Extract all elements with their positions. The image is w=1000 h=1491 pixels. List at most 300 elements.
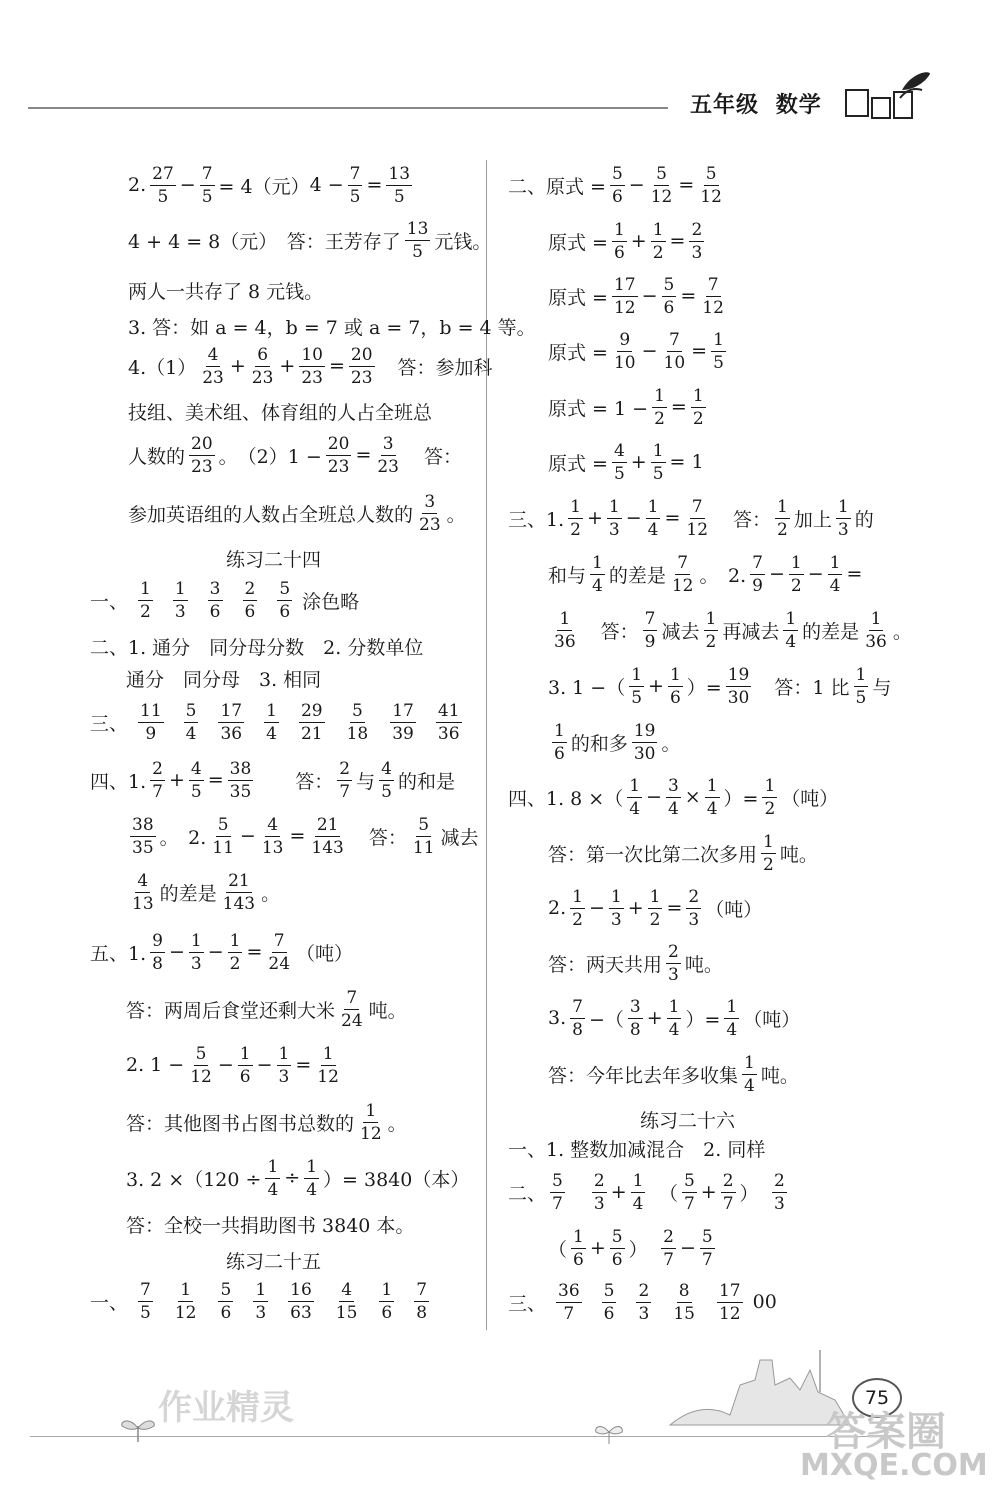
fraction-denominator: 6 <box>613 242 625 263</box>
text-token: ）= 3840（本） <box>323 1168 470 1191</box>
fraction <box>651 220 666 263</box>
fraction-denominator: 2 <box>790 575 802 596</box>
fraction-denominator: 2 <box>764 798 776 819</box>
right-line-7 <box>508 490 874 546</box>
fraction-denominator: 4 <box>267 1179 279 1200</box>
fraction <box>379 759 394 802</box>
fraction-numerator: 1 <box>829 552 841 573</box>
fraction-denominator: 9 <box>752 575 763 596</box>
fraction-numerator: 5 <box>701 1226 713 1247</box>
left-line-7 <box>128 427 462 483</box>
text-token: 原式 = 1 − <box>548 397 649 420</box>
text-token: = <box>295 1054 312 1076</box>
fraction <box>828 553 843 596</box>
fraction <box>299 701 325 744</box>
fraction <box>682 1171 697 1214</box>
fraction-numerator: 7 <box>572 996 583 1017</box>
text-token: − <box>679 1237 696 1259</box>
fraction <box>253 1280 268 1323</box>
ex24-line-4c <box>126 864 280 920</box>
left-line-2 <box>128 212 491 268</box>
fraction <box>717 1281 743 1324</box>
fraction <box>414 1280 429 1323</box>
fraction <box>646 497 661 540</box>
fraction <box>358 1101 384 1144</box>
fraction-numerator: 4 <box>381 758 392 779</box>
text-token: = <box>678 174 695 196</box>
text-token: = <box>846 563 863 585</box>
fraction-numerator: 3 <box>629 996 641 1017</box>
fraction-denominator: 3 <box>668 964 679 985</box>
fraction-numerator: 21 <box>228 870 250 891</box>
text-token: − <box>807 563 824 585</box>
fraction-numerator: 1 <box>744 1052 755 1073</box>
fraction <box>726 665 752 708</box>
fraction <box>609 887 624 930</box>
fraction-numerator: 16 <box>290 1279 312 1300</box>
fraction-denominator: 3 <box>610 909 622 930</box>
right-line-4 <box>548 323 730 379</box>
text-token: （吨） <box>705 898 763 921</box>
fraction <box>666 942 681 985</box>
fraction <box>417 492 443 535</box>
fraction-numerator: 7 <box>201 163 213 184</box>
text-token: 吨。 <box>760 1064 799 1087</box>
fraction-numerator: 1 <box>668 996 680 1017</box>
fraction-denominator: 5 <box>201 186 213 207</box>
fraction <box>700 275 726 318</box>
fraction <box>315 1044 341 1087</box>
fraction-denominator: 4 <box>266 723 277 744</box>
fraction <box>649 164 675 207</box>
fraction-denominator: 12 <box>360 1123 382 1144</box>
fraction-numerator: 1 <box>572 886 583 907</box>
fraction <box>309 815 345 858</box>
fraction-numerator: 1 <box>573 1226 584 1247</box>
text-token: + <box>630 230 647 252</box>
fraction-numerator: 7 <box>644 608 656 629</box>
fraction <box>228 759 254 802</box>
fraction-numerator: 1 <box>726 996 738 1017</box>
fraction-denominator: 36 <box>437 723 460 744</box>
fraction-denominator: 6 <box>220 1302 232 1323</box>
fraction-numerator: 1 <box>669 664 681 685</box>
fraction-numerator: 6 <box>257 344 269 365</box>
fraction-numerator: 1 <box>365 1100 377 1121</box>
text-token: 3. 答：如 a = 4，b = 7 或 a = 7，b = 4 等。 <box>128 316 536 339</box>
text-token: 答：两周后食堂还剩大米 <box>126 999 336 1022</box>
fraction <box>436 701 462 744</box>
text-token: 的差是 <box>159 882 217 905</box>
text-token: 0 <box>764 1291 777 1313</box>
fraction <box>138 579 153 622</box>
text-token: 2. <box>128 174 147 196</box>
fraction-numerator: 11 <box>140 700 162 721</box>
fraction-denominator: 13 <box>261 837 284 858</box>
fraction <box>243 579 258 622</box>
fraction <box>221 871 257 914</box>
text-token: 吨。 <box>368 999 407 1022</box>
fraction-denominator: 24 <box>268 953 291 974</box>
fraction-denominator: 24 <box>341 1010 363 1031</box>
text-token: + <box>610 1181 627 1203</box>
right-line-10 <box>548 658 891 714</box>
fraction <box>724 997 739 1040</box>
text-token: 2. 1 − <box>126 1054 185 1076</box>
fraction <box>686 887 701 930</box>
fraction <box>570 997 585 1040</box>
text-token: 4.（1） <box>128 356 197 379</box>
fraction <box>345 701 371 744</box>
fraction-denominator: 3 <box>255 1302 267 1323</box>
fraction-denominator: 4 <box>629 798 641 819</box>
fraction-numerator: 7 <box>752 552 763 573</box>
right-line-5 <box>548 379 710 435</box>
fraction-numerator: 1 <box>763 831 774 852</box>
fraction-numerator: 1 <box>764 775 776 796</box>
fraction <box>208 579 223 622</box>
fraction <box>277 1044 292 1087</box>
fraction-denominator: 2 <box>140 601 151 622</box>
fraction-denominator: 3 <box>638 1303 650 1324</box>
fraction-denominator: 7 <box>683 1193 695 1214</box>
text-token: （吨） <box>296 942 354 965</box>
fraction-numerator: 1 <box>190 930 202 951</box>
fraction <box>571 1227 586 1270</box>
text-token: = <box>207 769 224 791</box>
ex24-line-5b <box>126 981 407 1037</box>
right-line-11 <box>548 714 681 770</box>
fraction-numerator: 36 <box>558 1280 580 1301</box>
fraction <box>612 441 627 484</box>
text-token: − <box>641 285 658 307</box>
ex25-line-1 <box>90 1273 439 1329</box>
text-token: 五、1. <box>90 942 147 965</box>
fraction-denominator: 30 <box>727 687 750 708</box>
fraction <box>130 871 156 914</box>
fraction-numerator: 4 <box>341 1279 353 1300</box>
fraction <box>568 497 583 540</box>
text-token: − <box>646 786 662 808</box>
fraction-numerator: 1 <box>322 1043 334 1064</box>
fraction-numerator: 1 <box>777 496 788 517</box>
fraction-numerator: 38 <box>229 758 252 779</box>
text-token: 的和是 <box>397 770 455 793</box>
text-token: 与 <box>872 676 892 699</box>
fraction-numerator: 7 <box>668 329 680 350</box>
text-token: = <box>669 230 686 252</box>
fraction <box>299 345 325 388</box>
fraction-numerator: 1 <box>652 219 664 240</box>
text-token: = 4（元） <box>218 175 310 198</box>
fraction <box>632 721 658 764</box>
fraction-denominator: 12 <box>718 1303 741 1324</box>
fraction-numerator: 5 <box>705 163 717 184</box>
fraction <box>304 1157 319 1200</box>
fraction-denominator: 30 <box>633 743 656 764</box>
fraction <box>379 1280 394 1323</box>
fraction-numerator: 5 <box>418 814 430 835</box>
fraction-numerator: 20 <box>327 433 350 454</box>
fraction-denominator: 3 <box>688 909 700 930</box>
fraction-numerator: 1 <box>239 1043 251 1064</box>
fraction-denominator: 18 <box>346 723 369 744</box>
right-line-2 <box>548 213 708 269</box>
text-token: 通分 同分母 3. 相同 <box>126 668 322 691</box>
fraction-numerator: 5 <box>279 578 291 599</box>
fraction-denominator: 4 <box>744 1075 755 1096</box>
text-token: = <box>680 285 697 307</box>
text-token: 两人一共存了 8 元钱。 <box>128 280 324 303</box>
fraction <box>411 815 437 858</box>
fraction-denominator: 23 <box>377 456 399 477</box>
fraction-denominator: 10 <box>663 352 686 373</box>
fraction <box>662 275 677 318</box>
fraction-numerator: 27 <box>152 163 174 184</box>
text-token: 。 2. <box>699 564 747 587</box>
fraction <box>277 579 292 622</box>
fraction <box>130 815 156 858</box>
fraction-denominator: 3 <box>190 953 202 974</box>
fraction <box>264 701 279 744</box>
text-token: 加上 <box>793 508 832 531</box>
text-token <box>569 1179 588 1206</box>
text-token: 三、1. <box>508 508 565 531</box>
header-subject: 数学 <box>775 93 822 118</box>
fraction-denominator: 5 <box>349 186 361 207</box>
fraction-denominator: 6 <box>603 1303 615 1324</box>
fraction-numerator: 1 <box>592 552 603 573</box>
fraction-numerator: 5 <box>552 1170 563 1191</box>
fraction-denominator: 9 <box>145 723 157 744</box>
header-rule <box>28 107 668 109</box>
text-token: 涂色略 <box>302 590 360 613</box>
text-token: 四、1. <box>90 770 147 793</box>
fraction-numerator: 1 <box>713 329 724 350</box>
fraction-denominator: 5 <box>713 352 724 373</box>
fraction-numerator: 3 <box>209 578 221 599</box>
watermark-2: 答案圈 <box>826 1409 946 1455</box>
text-token: − <box>207 941 224 963</box>
fraction-denominator: 39 <box>392 723 414 744</box>
fraction <box>643 609 658 652</box>
fraction-denominator: 4 <box>632 1193 644 1214</box>
fraction-numerator: 7 <box>346 987 358 1008</box>
fraction-numerator: 2 <box>244 578 256 599</box>
fraction-denominator: 11 <box>212 837 234 858</box>
fraction <box>238 1044 253 1087</box>
fraction-denominator: 143 <box>311 837 344 858</box>
right-line-17 <box>548 1046 799 1102</box>
fraction <box>556 1281 582 1324</box>
fraction <box>631 1171 646 1214</box>
fraction-numerator: 17 <box>220 700 243 721</box>
fraction-numerator: 2 <box>638 1280 650 1301</box>
fraction-denominator: 12 <box>613 297 636 318</box>
fraction-numerator: 1 <box>180 1279 192 1300</box>
fraction-denominator: 3 <box>837 519 849 540</box>
fraction-denominator: 3 <box>593 1193 605 1214</box>
ex24-line-5c <box>126 1037 345 1093</box>
ex24-line-5f <box>126 1196 414 1252</box>
fraction-denominator: 6 <box>209 601 221 622</box>
fraction-numerator: 38 <box>132 814 154 835</box>
fraction <box>260 815 286 858</box>
fraction <box>670 553 696 596</box>
fraction <box>228 931 243 974</box>
fraction-denominator: 2 <box>705 631 717 652</box>
text-token: 减去 <box>440 826 479 849</box>
fraction <box>648 887 663 930</box>
text-token: 二、1. 通分 同分母分数 2. 分数单位 <box>90 636 424 659</box>
fraction-numerator: 17 <box>718 1280 741 1301</box>
fraction-denominator: 3 <box>278 1066 290 1087</box>
text-token: = <box>355 444 372 466</box>
fraction-denominator: 2 <box>777 519 788 540</box>
ex24-line-4b <box>126 808 479 864</box>
fraction <box>200 164 215 207</box>
text-token: 。 <box>892 620 912 643</box>
text-token: = 1 <box>669 451 704 473</box>
fraction-numerator: 20 <box>350 344 373 365</box>
text-token: 二、原式 = <box>508 175 606 198</box>
fraction-numerator: 5 <box>611 163 623 184</box>
fraction-numerator: 19 <box>727 664 750 685</box>
ex24-line-3 <box>90 694 472 750</box>
fraction <box>218 1280 233 1323</box>
right-line-1 <box>508 157 728 213</box>
fraction-denominator: 7 <box>663 1249 674 1270</box>
fraction-denominator: 7 <box>563 1303 575 1324</box>
text-token: = <box>366 174 383 196</box>
fraction-denominator: 7 <box>722 1193 734 1214</box>
fraction-numerator: 1 <box>652 440 664 461</box>
text-token: = <box>691 340 708 362</box>
fraction <box>775 497 790 540</box>
text-token: 。 （2）1 − <box>218 445 322 468</box>
text-token: （吨） <box>743 1008 801 1031</box>
text-token: 的差是 <box>608 564 666 587</box>
text-token: + <box>648 675 664 697</box>
text-token: （ <box>548 1238 568 1261</box>
fraction <box>661 1227 676 1270</box>
text-token: − <box>168 941 185 963</box>
text-token: 0 <box>752 1291 765 1313</box>
fraction-denominator: 7 <box>701 1249 713 1270</box>
text-token: 元钱。 <box>434 230 492 253</box>
fraction-numerator: 5 <box>683 1170 695 1191</box>
fraction-numerator: 1 <box>870 608 882 629</box>
fraction-numerator: 3 <box>424 491 436 512</box>
fraction-denominator: 12 <box>702 297 724 318</box>
right-line-6 <box>548 434 704 490</box>
fraction-denominator: 12 <box>190 1066 212 1087</box>
fraction <box>150 759 165 802</box>
text-token: 原式 = <box>548 286 608 309</box>
text-token: 答：两天共用 <box>548 953 663 976</box>
text-token: 。 <box>387 1112 407 1135</box>
fraction-numerator: 5 <box>195 1043 207 1064</box>
text-token: 的 <box>854 508 874 531</box>
fraction-numerator: 1 <box>837 496 849 517</box>
text-token: 答： <box>405 445 463 468</box>
fraction-denominator: 35 <box>229 781 252 802</box>
fraction-numerator: 3 <box>382 433 394 454</box>
fraction <box>854 665 869 708</box>
fraction <box>610 164 625 207</box>
fraction-denominator: 12 <box>174 1302 197 1323</box>
right-line-8 <box>548 546 862 602</box>
text-token: （吨） <box>781 787 839 810</box>
fraction-numerator: 1 <box>790 552 802 573</box>
text-token: 答：其他图书占图书总数的 <box>126 1112 355 1135</box>
fraction-numerator: 17 <box>613 274 636 295</box>
ex26-line-3 <box>548 1220 719 1276</box>
text-token: 4 − <box>309 174 344 196</box>
text-token: ）= <box>685 1008 721 1031</box>
fraction-denominator: 23 <box>251 367 274 388</box>
fraction <box>602 1281 617 1324</box>
fraction-numerator: 1 <box>174 578 186 599</box>
fraction-numerator: 7 <box>273 930 285 951</box>
ex24-line-5d <box>126 1094 407 1150</box>
text-token: 。 <box>446 503 466 526</box>
right-line-13 <box>548 825 818 881</box>
fraction-numerator: 1 <box>570 496 581 517</box>
right-line-16 <box>548 990 800 1046</box>
text-token: ） <box>628 1238 658 1261</box>
fraction-denominator: 4 <box>785 631 797 652</box>
fraction-denominator: 11 <box>412 837 435 858</box>
fraction <box>750 553 765 596</box>
text-token: 答：今年比去年多收集 <box>548 1064 739 1087</box>
fraction-numerator: 1 <box>785 608 797 629</box>
fraction-numerator: 7 <box>349 163 361 184</box>
fraction-numerator: 5 <box>656 163 667 184</box>
text-token: 。 2. <box>159 826 207 849</box>
fraction-denominator: 143 <box>222 893 256 914</box>
fraction-numerator: 1 <box>140 578 151 599</box>
fraction-denominator: 23 <box>191 456 213 477</box>
fraction-denominator: 21 <box>300 723 323 744</box>
fraction-numerator: 2 <box>688 886 700 907</box>
text-token: + <box>700 1181 717 1203</box>
fraction-denominator: 12 <box>317 1066 339 1087</box>
text-token: + <box>589 1237 606 1259</box>
fraction-denominator: 8 <box>629 1019 641 1040</box>
fraction <box>189 434 215 477</box>
ex26-line-4 <box>508 1274 777 1330</box>
fraction <box>612 275 638 318</box>
fraction-denominator: 8 <box>416 1302 428 1323</box>
fraction-denominator: 3 <box>174 601 186 622</box>
fraction-numerator: 3 <box>667 775 679 796</box>
fraction <box>705 776 720 819</box>
fraction-numerator: 2 <box>774 1170 785 1191</box>
fraction-numerator: 1 <box>610 886 622 907</box>
fraction <box>173 579 188 622</box>
fraction-numerator: 2 <box>339 758 351 779</box>
heading-exercise-26: 练习二十六 <box>640 1110 736 1132</box>
text-token: 原式 = <box>548 452 608 475</box>
fraction-numerator: 5 <box>220 1279 232 1300</box>
fraction-numerator: 1 <box>559 608 571 629</box>
fraction-denominator: 2 <box>763 854 774 875</box>
fraction-denominator: 7 <box>339 781 351 802</box>
fraction-numerator: 1 <box>629 775 641 796</box>
fraction-numerator: 7 <box>677 552 689 573</box>
text-token: 人数的 <box>128 445 186 468</box>
